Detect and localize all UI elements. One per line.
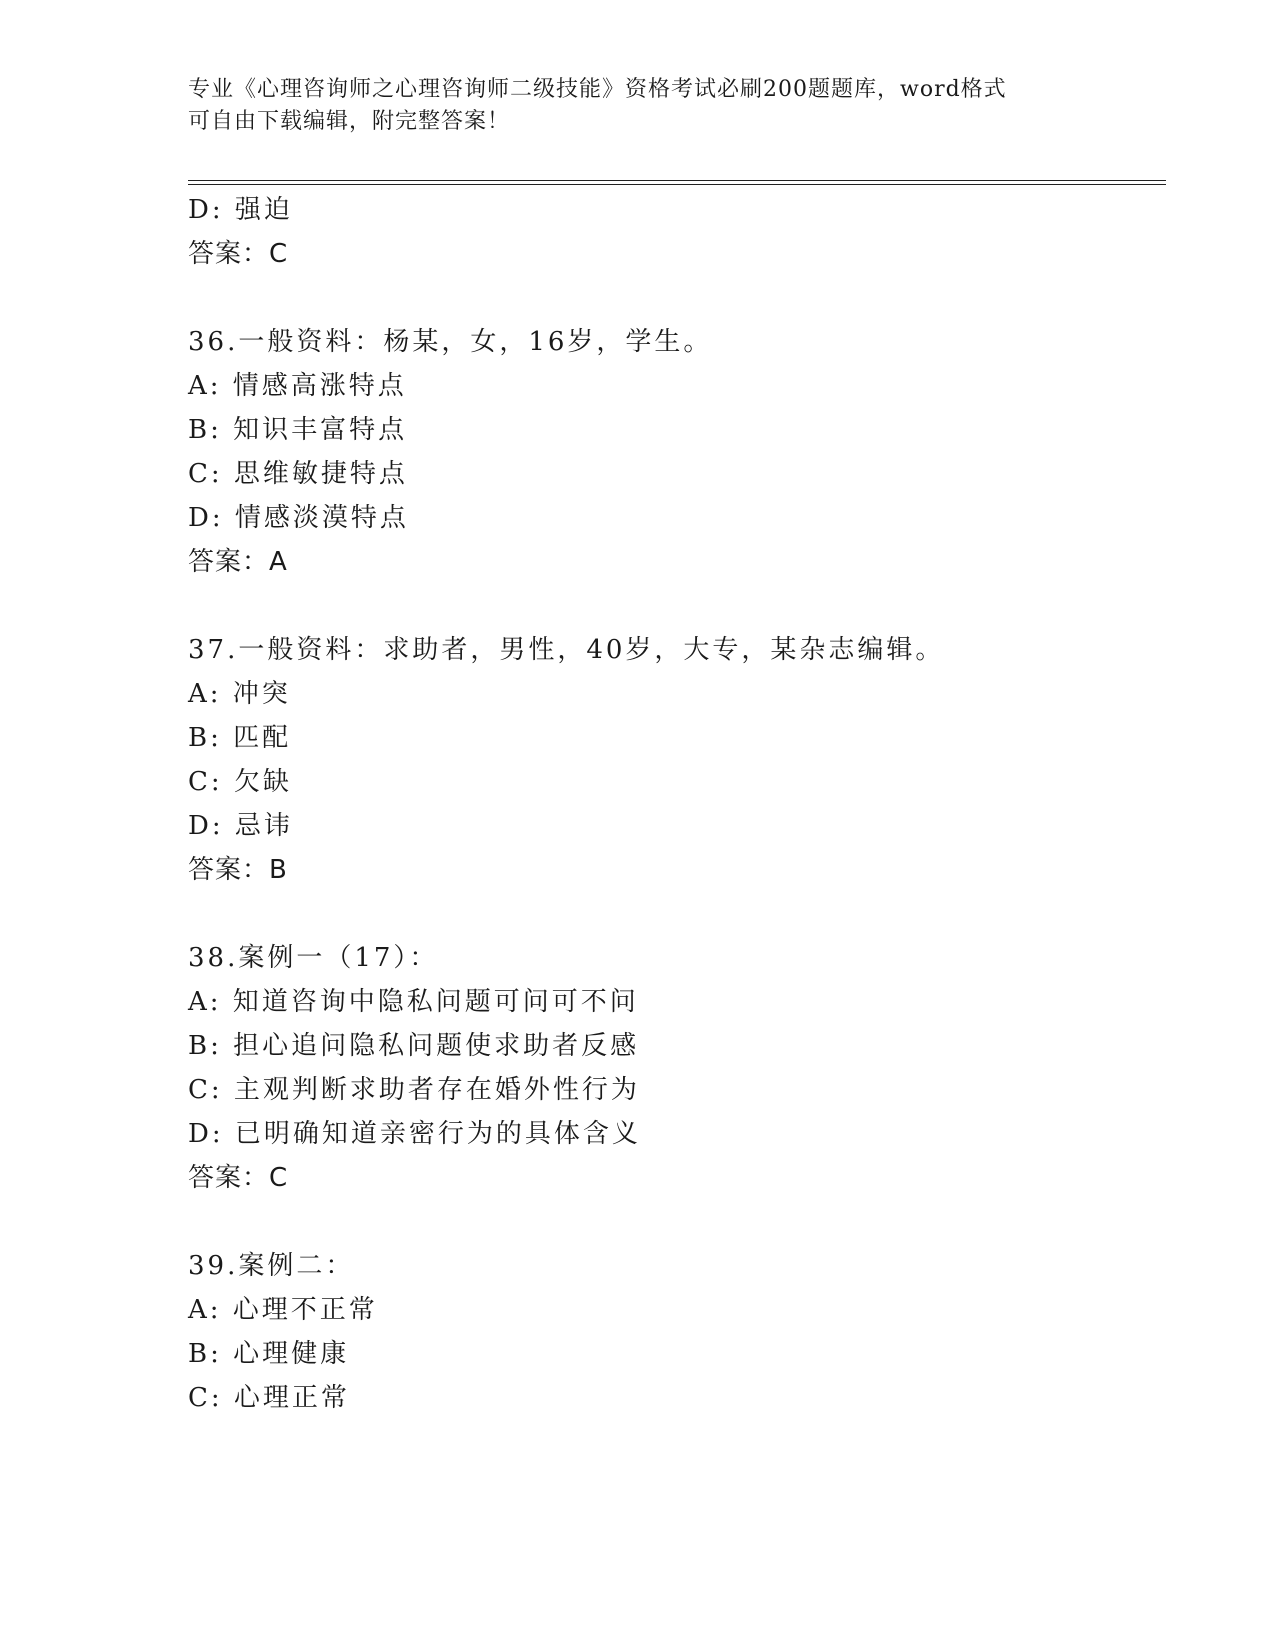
answer: 答案：C	[188, 1163, 289, 1193]
option-b: B: 知识丰富特点	[188, 415, 408, 445]
header-rule-bottom	[188, 184, 1166, 185]
question-stem: 36.一般资料：杨某，女，16岁，学生。	[188, 327, 713, 357]
option-d: D: 已明确知道亲密行为的具体含义	[188, 1119, 641, 1149]
document-header	[188, 74, 1088, 138]
header-rule-top	[188, 180, 1166, 181]
option-c: C: 思维敏捷特点	[188, 459, 408, 489]
option-c: C: 欠缺	[188, 767, 292, 797]
header-line-1: 专业《心理咨询师之心理咨询师二级技能》资格考试必刷200题题库，word格式	[188, 77, 1007, 102]
header-line-2: 可自由下载编辑，附完整答案！	[188, 109, 511, 134]
option-b: B: 担心追问隐私问题使求助者反感	[188, 1031, 640, 1061]
answer: 答案：B	[188, 855, 288, 885]
option-c: C: 心理正常	[188, 1383, 350, 1413]
option-a: A: 冲突	[188, 679, 291, 709]
option-d: D: 忌讳	[188, 811, 293, 841]
carryover-option-d: D: 强迫	[188, 195, 293, 225]
option-a: A: 情感高涨特点	[188, 371, 407, 401]
option-d: D: 情感淡漠特点	[188, 503, 409, 533]
question-stem: 39.案例二：	[188, 1251, 355, 1281]
carryover-answer: 答案：C	[188, 239, 289, 269]
question-stem: 38.案例一（17）：	[188, 943, 439, 973]
option-a: A: 知道咨询中隐私问题可问可不问	[188, 987, 639, 1017]
option-c: C: 主观判断求助者存在婚外性行为	[188, 1075, 640, 1105]
option-b: B: 心理健康	[188, 1339, 350, 1369]
option-b: B: 匹配	[188, 723, 292, 753]
answer: 答案：A	[188, 547, 288, 577]
question-stem: 37.一般资料：求助者，男性，40岁，大专，某杂志编辑。	[188, 635, 945, 665]
option-a: A: 心理不正常	[188, 1295, 378, 1325]
